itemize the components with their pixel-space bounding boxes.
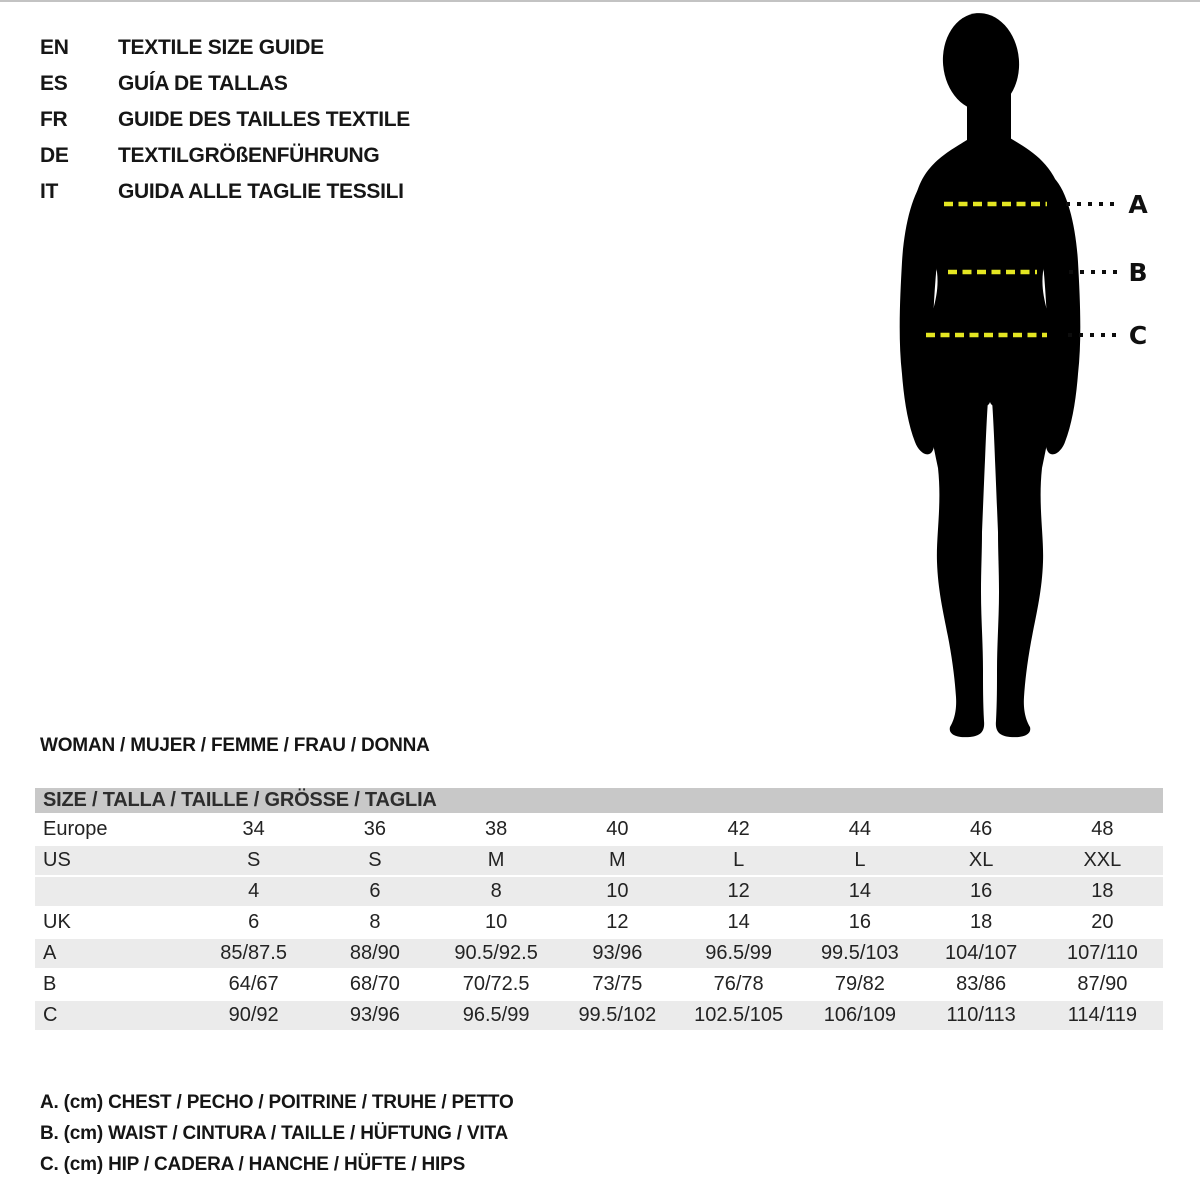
size-cell: 104/107	[921, 938, 1042, 969]
size-cell: 110/113	[921, 1000, 1042, 1031]
guide-title-en: TEXTILE SIZE GUIDE	[118, 36, 324, 59]
measurement-legend	[40, 1087, 514, 1180]
size-cell: 48	[1042, 814, 1163, 845]
guide-title-fr: GUIDE DES TAILLES TEXTILE	[118, 108, 410, 131]
size-cell: 40	[557, 814, 678, 845]
size-cell: 106/109	[799, 1000, 920, 1031]
table-row-chest-a	[35, 938, 1163, 969]
measure-label-a: A	[1128, 190, 1148, 219]
legend-line-chest: A. (cm) CHEST / PECHO / POITRINE / TRUHE / PETTO	[40, 1092, 514, 1113]
legend-line-hip: C. (cm) HIP / CADERA / HANCHE / HÜFTE / HIPS	[40, 1154, 466, 1175]
size-cell: L	[799, 845, 920, 876]
row-label-c: C	[35, 1000, 193, 1031]
table-row-europe	[35, 814, 1163, 845]
size-cell: 93/96	[557, 938, 678, 969]
language-title-list	[40, 30, 410, 210]
size-cell: 96.5/99	[436, 1000, 557, 1031]
table-row-us-letter	[35, 845, 1163, 876]
size-cell: 8	[436, 876, 557, 907]
guide-title-it: GUIDA ALLE TAGLIE TESSILI	[118, 180, 404, 203]
language-code: FR	[40, 108, 68, 131]
size-cell: 36	[314, 814, 435, 845]
size-cell: 12	[557, 907, 678, 938]
row-label-a: A	[35, 938, 193, 969]
size-cell: 96.5/99	[678, 938, 799, 969]
size-cell: 93/96	[314, 1000, 435, 1031]
language-row-es	[40, 66, 410, 102]
silhouette-left-leg	[925, 342, 988, 737]
size-cell: 68/70	[314, 969, 435, 1000]
size-cell: M	[436, 845, 557, 876]
table-row-uk	[35, 907, 1163, 938]
language-code: EN	[40, 36, 69, 59]
size-cell: 88/90	[314, 938, 435, 969]
size-cell: 83/86	[921, 969, 1042, 1000]
silhouette-right-leg	[992, 342, 1055, 737]
guide-title-de: TEXTILGRÖßENFÜHRUNG	[118, 144, 380, 167]
language-code: IT	[40, 180, 59, 203]
size-cell: 87/90	[1042, 969, 1163, 1000]
size-cell: 85/87.5	[193, 938, 314, 969]
language-row-it	[40, 174, 410, 210]
size-cell: XL	[921, 845, 1042, 876]
size-cell: M	[557, 845, 678, 876]
woman-silhouette-graphic	[880, 0, 1200, 740]
size-cell: 99.5/103	[799, 938, 920, 969]
size-cell: 90.5/92.5	[436, 938, 557, 969]
size-cell: 70/72.5	[436, 969, 557, 1000]
size-cell: 18	[921, 907, 1042, 938]
language-row-en	[40, 30, 410, 66]
size-cell: 6	[314, 876, 435, 907]
row-label-us: US	[35, 845, 193, 876]
row-label-empty	[35, 876, 193, 907]
size-cell: 46	[921, 814, 1042, 845]
language-row-fr	[40, 102, 410, 138]
size-cell: 8	[314, 907, 435, 938]
size-table	[35, 788, 1163, 1032]
size-cell: 79/82	[799, 969, 920, 1000]
language-code: DE	[40, 144, 69, 167]
row-label-b: B	[35, 969, 193, 1000]
size-cell: 38	[436, 814, 557, 845]
size-cell: S	[314, 845, 435, 876]
measure-label-b: B	[1128, 258, 1148, 287]
size-cell: 14	[678, 907, 799, 938]
language-row-de	[40, 138, 410, 174]
size-cell: 114/119	[1042, 1000, 1163, 1031]
size-cell: 34	[193, 814, 314, 845]
woman-silhouette-figure	[880, 0, 1200, 740]
size-cell: XXL	[1042, 845, 1163, 876]
language-code: ES	[40, 72, 68, 95]
size-table-header: SIZE / TALLA / TAILLE / GRÖSSE / TAGLIA	[35, 788, 1163, 814]
size-cell: S	[193, 845, 314, 876]
measure-label-c: C	[1128, 321, 1148, 350]
row-label-europe: Europe	[35, 814, 193, 845]
size-cell: 102.5/105	[678, 1000, 799, 1031]
size-cell: 64/67	[193, 969, 314, 1000]
guide-title-es: GUÍA DE TALLAS	[118, 72, 288, 95]
size-cell: 10	[557, 876, 678, 907]
size-cell: 14	[799, 876, 920, 907]
size-cell: 12	[678, 876, 799, 907]
size-cell: 42	[678, 814, 799, 845]
table-row-waist-b	[35, 969, 1163, 1000]
size-cell: 18	[1042, 876, 1163, 907]
size-cell: 20	[1042, 907, 1163, 938]
size-cell: 4	[193, 876, 314, 907]
size-cell: 76/78	[678, 969, 799, 1000]
section-title-woman: WOMAN / MUJER / FEMME / FRAU / DONNA	[40, 735, 430, 756]
size-cell: 73/75	[557, 969, 678, 1000]
table-row-us-numeric	[35, 876, 1163, 907]
size-cell: 10	[436, 907, 557, 938]
size-cell: 107/110	[1042, 938, 1163, 969]
legend-line-waist: B. (cm) WAIST / CINTURA / TAILLE / HÜFTUNG / VITA	[40, 1123, 508, 1144]
table-row-hip-c	[35, 1000, 1163, 1031]
size-cell: 44	[799, 814, 920, 845]
silhouette-torso	[916, 138, 1062, 407]
size-cell: 90/92	[193, 1000, 314, 1031]
size-cell: 99.5/102	[557, 1000, 678, 1031]
size-table-header-row	[35, 788, 1163, 814]
size-cell: 16	[799, 907, 920, 938]
size-cell: 6	[193, 907, 314, 938]
row-label-uk: UK	[35, 907, 193, 938]
size-cell: 16	[921, 876, 1042, 907]
size-cell: L	[678, 845, 799, 876]
